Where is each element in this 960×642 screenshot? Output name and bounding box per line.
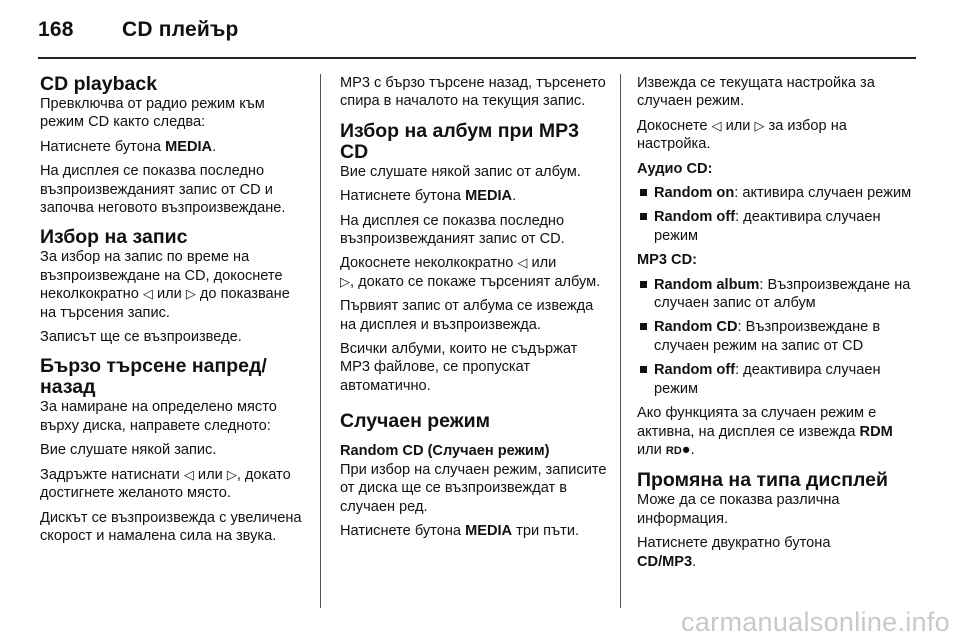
list-item: Random off: деактивира случаен режим <box>637 208 915 245</box>
subheading-mp3-cd: MP3 CD: <box>637 252 697 269</box>
column-divider-2 <box>620 74 621 608</box>
paragraph: Задръжте натиснати ◁ или ▷, докато достигнете желаното място. <box>40 466 291 502</box>
page-title: CD плейър <box>122 18 239 41</box>
rdm-symbol: RD <box>665 444 682 457</box>
bullet-icon <box>640 281 647 288</box>
list-item: Random CD: Възпроизвеждане в случаен режим на запис от CD <box>637 318 915 355</box>
heading-fast-seek: Бързо търсене напред/назад <box>40 355 267 399</box>
paragraph: Записът ще се възпроизведе. <box>40 329 242 346</box>
heading-cd-playback: CD playback <box>40 73 158 95</box>
paragraph: MP3 с бързо търсене назад, търсенето спира в началото на текущия запис. <box>340 75 606 110</box>
list-item: Random off: деактивира случаен режим <box>637 361 915 398</box>
paragraph: При избор на случаен режим, записите от диска ще се възпроизвеждат в случаен ред. <box>340 461 607 515</box>
bullet-icon <box>640 213 647 220</box>
bullet-icon <box>640 189 647 196</box>
paragraph: Ако функцията за случаен режим е активна, на дисплея се извежда RDM или RD●. <box>637 405 893 458</box>
paragraph: Натиснете двукратно бутона CD/MP3. <box>637 535 831 570</box>
paragraph: На дисплея се показва последно възпроизвежданият запис от CD и започва неговото възпроизвеждане. <box>40 163 286 217</box>
subheading-random-cd: Random CD (Случаен режим) <box>340 443 550 460</box>
triangle-left-icon: ◁ <box>711 117 722 133</box>
triangle-right-icon: ▷ <box>185 286 196 302</box>
triangle-left-icon: ◁ <box>517 255 528 271</box>
triangle-right-icon: ▷ <box>226 466 237 482</box>
paragraph: За намиране на определено място върху диска, направете следното: <box>40 399 277 434</box>
column-3 <box>637 74 915 577</box>
paragraph: За избор на запис по време на възпроизвеждане на CD, докоснете неколкократно ◁ или ▷ до показване на търсения запис. <box>40 249 290 321</box>
paragraph: Първият запис от албума се извежда на дисплея и възпроизвежда. <box>340 298 594 333</box>
media-button-ref: MEDIA <box>465 188 513 205</box>
paragraph: Натиснете бутона MEDIA. <box>40 138 217 155</box>
paragraph: Вие слушате някой запис от албум. <box>340 163 581 180</box>
paragraph: Докоснете ◁ или ▷ за избор на настройка. <box>637 117 847 153</box>
watermark: carmanualsonline.info <box>681 607 950 637</box>
subheading-audio-cd: Аудио CD: <box>637 160 713 177</box>
paragraph: Дискът се възпроизвежда с увеличена скорост и намалена сила на звука. <box>40 509 302 544</box>
paragraph: Всички албуми, които не съдържат MP3 файлове, се пропускат автоматично. <box>340 341 578 394</box>
column-2 <box>340 74 610 546</box>
media-button-ref: MEDIA <box>465 522 513 539</box>
paragraph: Натиснете бутона MEDIA. <box>340 188 517 205</box>
paragraph: Натиснете бутона MEDIA три пъти. <box>340 522 580 539</box>
disc-icon: ● <box>681 441 691 458</box>
page-header <box>38 18 239 48</box>
paragraph: Извежда се текущата настройка за случаен режим. <box>637 75 875 110</box>
paragraph: Може да се показва различна информация. <box>637 492 840 527</box>
heading-album-select: Избор на албум при MP3 CD <box>340 119 579 163</box>
heading-display-type: Промяна на типа дисплей <box>637 469 888 492</box>
header-rule <box>38 57 916 59</box>
list-item: Random album: Възпроизвеждане на случаен запис от албум <box>637 276 915 313</box>
column-1 <box>40 74 310 551</box>
heading-random-mode: Случаен режим <box>340 410 491 433</box>
paragraph: Докоснете неколкократно ◁ или ▷, докато се покаже търсеният албум. <box>340 255 601 290</box>
triangle-left-icon: ◁ <box>142 286 153 302</box>
bullet-icon <box>640 366 647 373</box>
triangle-left-icon: ◁ <box>183 466 194 482</box>
paragraph: Вие слушате някой запис. <box>40 442 217 459</box>
bullet-icon <box>640 323 647 330</box>
triangle-right-icon: ▷ <box>754 117 765 133</box>
page-number: 168 <box>38 18 74 41</box>
column-divider-1 <box>320 74 321 608</box>
media-button-ref: MEDIA <box>165 138 213 155</box>
list-item: Random on: активира случаен режим <box>637 184 915 202</box>
triangle-right-icon: ▷ <box>340 273 350 289</box>
heading-select-track: Избор на запис <box>40 226 188 249</box>
paragraph: На дисплея се показва последно възпроизвежданият запис от CD. <box>340 212 565 248</box>
paragraph: Превключва от радио режим към режим CD както следва: <box>40 96 265 131</box>
